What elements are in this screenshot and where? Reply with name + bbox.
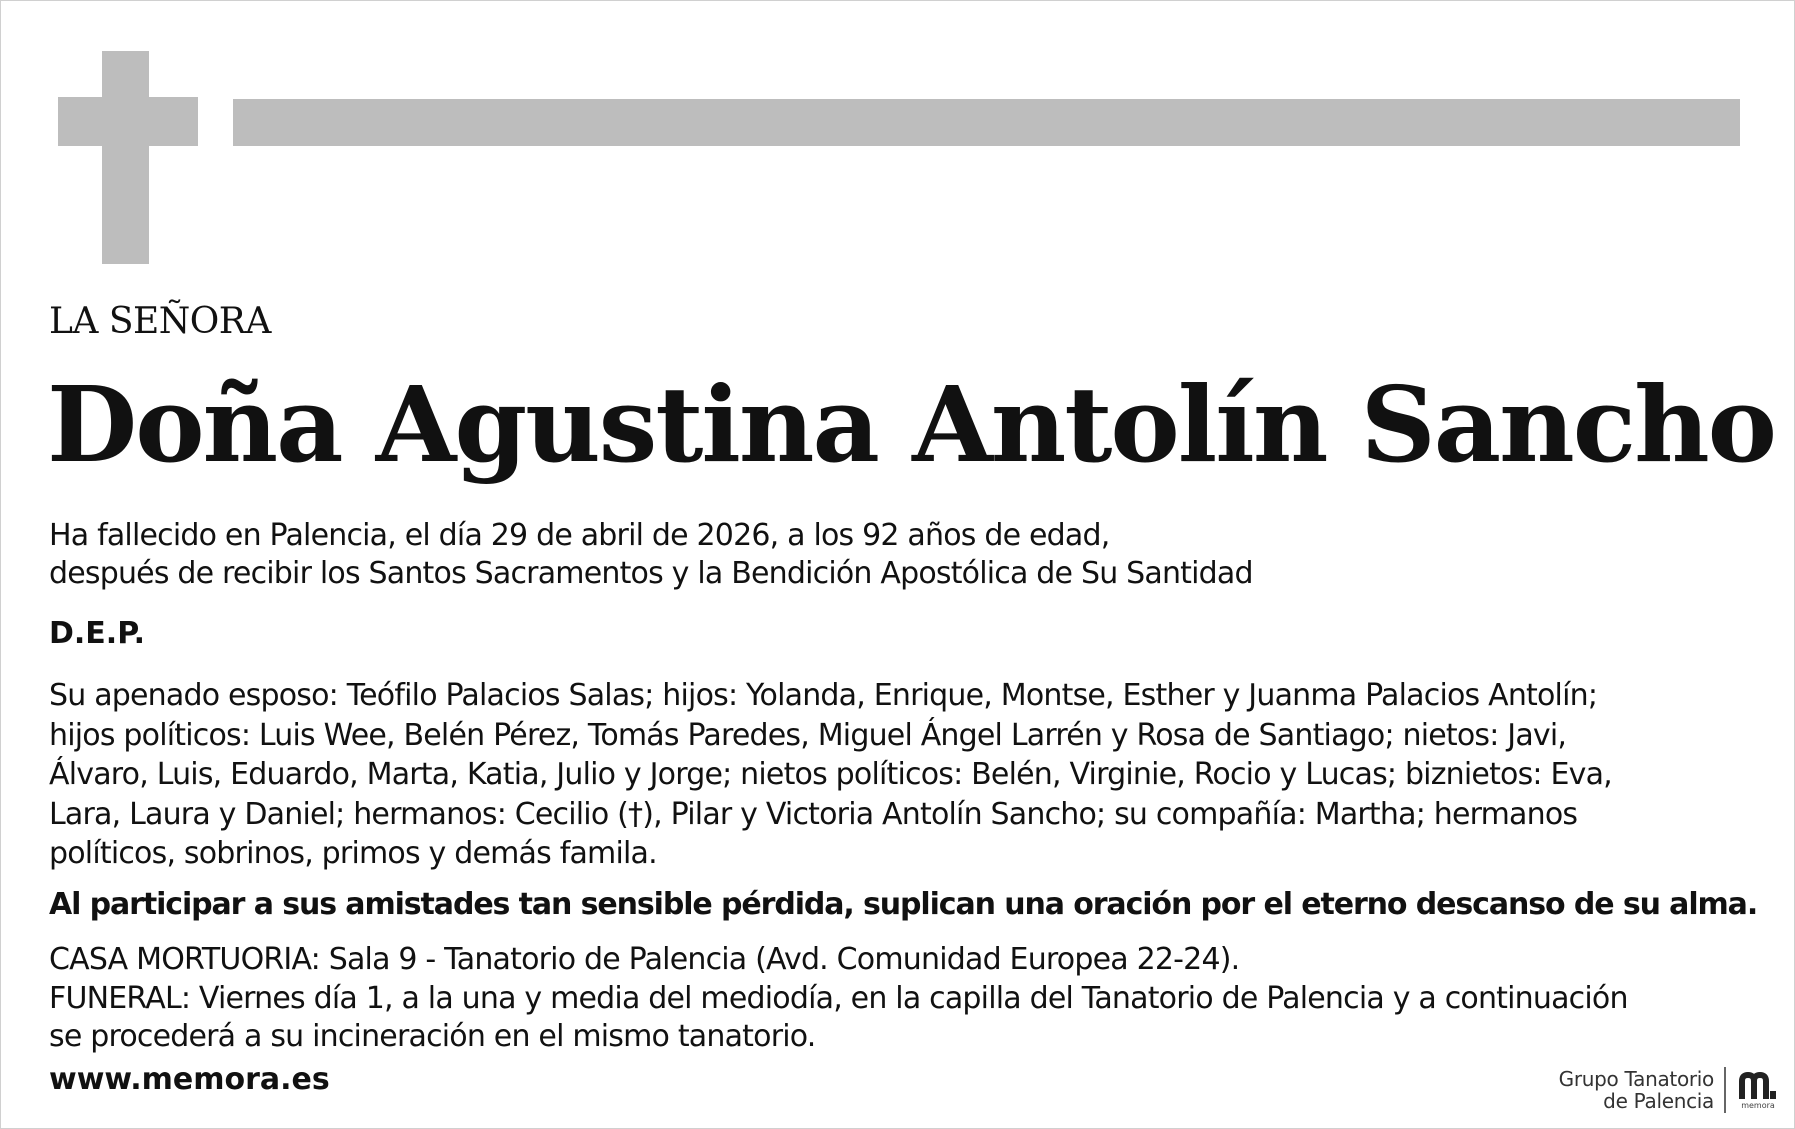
dep-label: D.E.P. (49, 616, 146, 651)
intro-line: después de recibir los Santos Sacramentos y la Bendición Apostólica de Su Santidad (49, 556, 1253, 591)
funeral-line: FUNERAL: Viernes día 1, a la una y media del mediodía, en la capilla del Tanatorio de Palencia y a continuación (49, 980, 1628, 1016)
logo-line: Grupo Tanatorio (1558, 1067, 1714, 1091)
website-link[interactable]: www.memora.es (49, 1062, 330, 1097)
mortuary-line: CASA MORTUORIA: Sala 9 - Tanatorio de Palencia (Avd. Comunidad Europea 22-24). (49, 942, 1240, 977)
cross-icon-arm (58, 97, 198, 146)
family-line: hijos políticos: Luis Wee, Belén Pérez, Tomás Paredes, Miguel Ángel Larrén y Rosa de Santiago; nietos: Javi, (49, 717, 1567, 753)
family-line: Su apenado esposo: Teófilo Palacios Salas; hijos: Yolanda, Enrique, Montse, Esther y Juanma Palacios Antolín; (49, 678, 1598, 713)
logo-text (1559, 1068, 1714, 1112)
logo-mark-label: memora (1741, 1100, 1775, 1110)
intro-text (49, 517, 1253, 593)
funeral-line: se procederá a su incineración en el mismo tanatorio. (49, 1019, 816, 1054)
deceased-name: Doña Agustina Antolín Sancho (47, 363, 1776, 486)
intro-line: Ha fallecido en Palencia, el día 29 de abril de 2026, a los 92 años de edad, (49, 518, 1110, 553)
funeral-details (49, 941, 1628, 1057)
logo-divider (1724, 1067, 1726, 1113)
header-bar (233, 99, 1740, 146)
cross-icon (102, 51, 149, 264)
family-line: políticos, sobrinos, primos y demás famila. (49, 836, 657, 871)
family-list (49, 676, 1749, 874)
memora-logo-icon (1738, 1071, 1778, 1110)
family-line: Lara, Laura y Daniel; hermanos: Cecilio (†), Pilar y Victoria Antolín Sancho; su compañía: Martha; hermanos (49, 796, 1578, 832)
family-line: Álvaro, Luis, Eduardo, Marta, Katia, Julio y Jorge; nietos políticos: Belén, Virginie, Rocio y Lucas; biznietos: Eva, (49, 757, 1612, 792)
memora-mark-icon (1738, 1071, 1778, 1101)
logo-line: de Palencia (1603, 1089, 1714, 1113)
honorific: LA SEÑORA (49, 301, 271, 342)
company-logo (1559, 1066, 1778, 1114)
closing-statement: Al participar a sus amistades tan sensible pérdida, suplican una oración por el eterno descanso de su alma. (49, 887, 1758, 922)
